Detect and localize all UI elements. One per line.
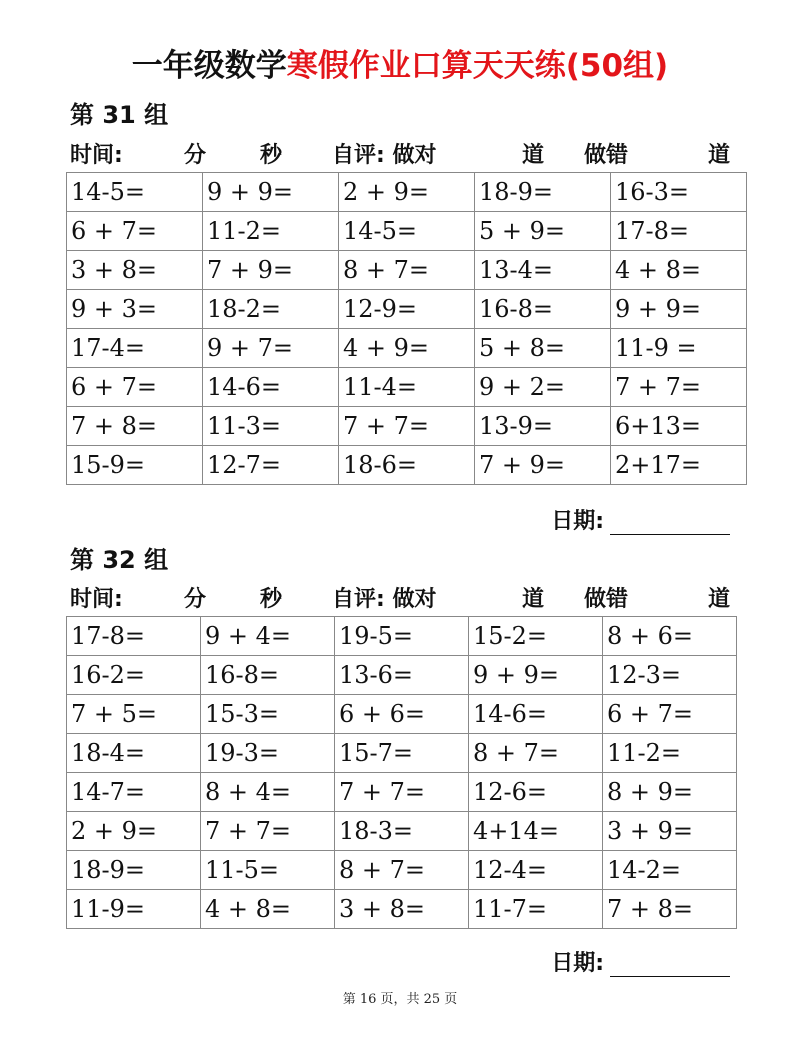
problem-cell: 11-5= [201, 851, 335, 890]
problem-cell: 14-7= [67, 773, 201, 812]
problem-cell: 18-4= [67, 734, 201, 773]
date-label: 日期: [551, 509, 604, 534]
dao-label-2: 道 [708, 143, 731, 168]
dao-label-1: 道 [522, 143, 545, 168]
problem-cell: 15-2= [469, 617, 603, 656]
problem-cell: 7 + 9= [475, 446, 611, 485]
problem-cell: 19-5= [335, 617, 469, 656]
problem-cell: 12-3= [603, 656, 737, 695]
problem-cell: 18-6= [339, 446, 475, 485]
problem-cell: 3 + 8= [67, 251, 203, 290]
problem-cell: 3 + 8= [335, 890, 469, 929]
problem-cell: 19-3= [201, 734, 335, 773]
problem-cell: 16-2= [67, 656, 201, 695]
page-title [0, 40, 800, 85]
table-row [67, 773, 737, 812]
problem-cell: 15-3= [201, 695, 335, 734]
table-row [67, 407, 747, 446]
wrong-label: 做错 [584, 143, 629, 168]
group-31-label: 第 31 组 [70, 101, 169, 129]
table-row [67, 251, 747, 290]
group-32-table [66, 616, 737, 929]
problem-cell: 4 + 8= [201, 890, 335, 929]
problem-cell: 15-9= [67, 446, 203, 485]
self-eval-label: 自评: 做对 [332, 587, 437, 612]
problem-cell: 18-2= [203, 290, 339, 329]
problem-cell: 8 + 7= [335, 851, 469, 890]
problem-cell: 11-2= [203, 212, 339, 251]
problem-cell: 16-3= [611, 173, 747, 212]
problem-cell: 12-6= [469, 773, 603, 812]
group-32-meta [70, 582, 740, 616]
problem-cell: 6+13= [611, 407, 747, 446]
problem-cell: 12-7= [203, 446, 339, 485]
self-eval-label: 自评: 做对 [332, 143, 437, 168]
problem-cell: 14-5= [339, 212, 475, 251]
problem-cell: 9 + 2= [475, 368, 611, 407]
problem-cell: 18-3= [335, 812, 469, 851]
problem-cell: 7 + 7= [201, 812, 335, 851]
problem-cell: 13-6= [335, 656, 469, 695]
table-row [67, 812, 737, 851]
problem-cell: 11-7= [469, 890, 603, 929]
problem-cell: 7 + 7= [335, 773, 469, 812]
title-part-red: 寒假作业口算天天练(50组) [286, 48, 669, 84]
minute-label: 分 [184, 143, 207, 168]
table-row [67, 695, 737, 734]
table-row [67, 656, 737, 695]
problem-cell: 2+17= [611, 446, 747, 485]
problem-cell: 8 + 4= [201, 773, 335, 812]
dao-label-2: 道 [708, 587, 731, 612]
problem-cell: 7 + 7= [611, 368, 747, 407]
table-row [67, 890, 737, 929]
problem-cell: 9 + 9= [203, 173, 339, 212]
time-label: 时间: [70, 587, 123, 612]
table-row [67, 617, 737, 656]
problem-cell: 13-9= [475, 407, 611, 446]
problem-cell: 6 + 7= [603, 695, 737, 734]
title-part-black: 一年级数学 [131, 48, 287, 84]
problem-cell: 7 + 5= [67, 695, 201, 734]
problem-cell: 12-4= [469, 851, 603, 890]
problem-cell: 8 + 7= [339, 251, 475, 290]
problem-cell: 17-8= [611, 212, 747, 251]
problem-cell: 11-4= [339, 368, 475, 407]
problem-cell: 14-5= [67, 173, 203, 212]
group-32-tbody [67, 617, 737, 929]
problem-cell: 7 + 7= [339, 407, 475, 446]
minute-label: 分 [184, 587, 207, 612]
wrong-label: 做错 [584, 587, 629, 612]
table-row [67, 446, 747, 485]
table-row [67, 368, 747, 407]
date-blank[interactable] [610, 512, 730, 535]
problem-cell: 8 + 6= [603, 617, 737, 656]
table-row [67, 212, 747, 251]
group-31-meta [70, 138, 740, 172]
problem-cell: 11-9 = [611, 329, 747, 368]
problem-cell: 3 + 9= [603, 812, 737, 851]
group-32-date [551, 946, 730, 977]
dao-label-1: 道 [522, 587, 545, 612]
problem-cell: 4+14= [469, 812, 603, 851]
problem-cell: 9 + 4= [201, 617, 335, 656]
problem-cell: 7 + 8= [67, 407, 203, 446]
problem-cell: 9 + 7= [203, 329, 339, 368]
problem-cell: 9 + 9= [469, 656, 603, 695]
problem-cell: 7 + 9= [203, 251, 339, 290]
problem-cell: 18-9= [475, 173, 611, 212]
problem-cell: 17-4= [67, 329, 203, 368]
problem-cell: 16-8= [201, 656, 335, 695]
problem-cell: 4 + 9= [339, 329, 475, 368]
problem-cell: 7 + 8= [603, 890, 737, 929]
date-blank[interactable] [610, 954, 730, 977]
problem-cell: 15-7= [335, 734, 469, 773]
problem-cell: 16-8= [475, 290, 611, 329]
table-row [67, 173, 747, 212]
group-32-label: 第 32 组 [70, 546, 169, 574]
second-label: 秒 [260, 143, 283, 168]
table-row [67, 734, 737, 773]
problem-cell: 17-8= [67, 617, 201, 656]
problem-cell: 14-6= [469, 695, 603, 734]
page-footer: 第 16 页，共 25 页 [342, 992, 458, 1007]
problem-cell: 11-3= [203, 407, 339, 446]
group-31-table [66, 172, 747, 485]
problem-cell: 13-4= [475, 251, 611, 290]
time-label: 时间: [70, 143, 123, 168]
group-31-tbody [67, 173, 747, 485]
problem-cell: 2 + 9= [339, 173, 475, 212]
second-label: 秒 [260, 587, 283, 612]
problem-cell: 6 + 7= [67, 212, 203, 251]
problem-cell: 6 + 7= [67, 368, 203, 407]
problem-cell: 6 + 6= [335, 695, 469, 734]
problem-cell: 18-9= [67, 851, 201, 890]
problem-cell: 5 + 8= [475, 329, 611, 368]
problem-cell: 5 + 9= [475, 212, 611, 251]
table-row [67, 290, 747, 329]
table-row [67, 329, 747, 368]
problem-cell: 4 + 8= [611, 251, 747, 290]
table-row [67, 851, 737, 890]
problem-cell: 12-9= [339, 290, 475, 329]
problem-cell: 9 + 9= [611, 290, 747, 329]
problem-cell: 9 + 3= [67, 290, 203, 329]
problem-cell: 2 + 9= [67, 812, 201, 851]
problem-cell: 8 + 7= [469, 734, 603, 773]
problem-cell: 11-2= [603, 734, 737, 773]
problem-cell: 14-2= [603, 851, 737, 890]
problem-cell: 11-9= [67, 890, 201, 929]
problem-cell: 14-6= [203, 368, 339, 407]
group-31-date [551, 504, 730, 535]
problem-cell: 8 + 9= [603, 773, 737, 812]
date-label: 日期: [551, 951, 604, 976]
